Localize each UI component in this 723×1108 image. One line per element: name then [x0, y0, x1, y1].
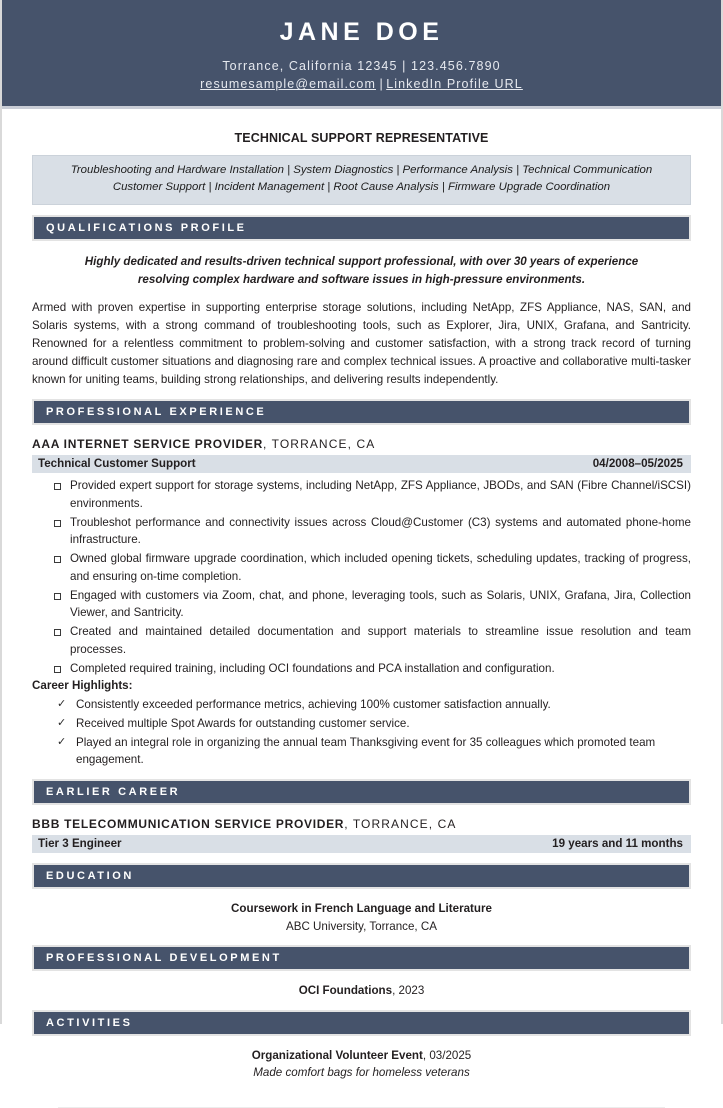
company-name: BBB TELECOMMUNICATION SERVICE PROVIDER	[32, 817, 345, 832]
role-duration: 19 years and 11 months	[552, 837, 683, 851]
experience-company	[32, 436, 691, 452]
list-item: Owned global firmware upgrade coordination, which included opening tickets, scheduling updates, tracking of progress, and ensuring on-time completion.	[32, 550, 691, 585]
candidate-name: JANE DOE	[279, 18, 444, 46]
resume-header	[2, 0, 721, 109]
education-entry	[32, 900, 691, 935]
activity-date: , 03/2025	[422, 1048, 472, 1062]
skills-line-1: Troubleshooting and Hardware Installation | System Diagnostics | Performance Analysis | Technical Communication	[70, 164, 653, 176]
list-item: Troubleshot performance and connectivity issues across Cloud@Customer (C3) systems and automated phone-home infrastructure.	[32, 514, 691, 549]
resume-body	[2, 131, 721, 1108]
list-item: Engaged with customers via Zoom, chat, and phone, leveraging tools, such as Solaris, UNIX, Grafana, Jira, Collection Viewer, and Santricity.	[32, 587, 691, 622]
company-location: , TORRANCE, CA	[263, 436, 376, 451]
list-item: Completed required training, including OCI foundations and PCA installation and configuration.	[32, 660, 691, 678]
section-header-professional-development: PROFESSIONAL DEVELOPMENT	[32, 945, 691, 971]
qualifications-lead: Highly dedicated and results-driven technical support professional, with over 30 years of experience resolving complex hardware and software issues in high-pressure environments.	[84, 254, 639, 286]
list-item: Provided expert support for storage systems, including NetApp, ZFS Appliance, JBODs, and SAN (Fibre Channel/iSCSI) environments.	[32, 477, 691, 512]
section-header-education: EDUCATION	[32, 863, 691, 889]
development-course-name: OCI Foundations	[298, 984, 393, 998]
contact-separator: |	[375, 77, 387, 92]
skills-line-2: Customer Support | Incident Management | Root Cause Analysis | Firmware Upgrade Coordination	[112, 181, 611, 194]
development-course-year: , 2023	[392, 984, 425, 998]
list-item: ✓ Consistently exceeded performance metrics, achieving 100% customer satisfaction annually.	[32, 696, 691, 714]
experience-bullet-list	[32, 477, 691, 677]
qualifications-body: Armed with proven expertise in supporting enterprise storage solutions, including NetApp, ZFS Appliance, NAS, SAN, and Solaris systems, with a strong command of troubleshooting tools, such as Explorer, Jira, UNIX, Grafana, and Santricity. Renowned for a relentless commitment to problem-solving and customer satisfaction, with a strong track record of turning around difficult customer situations and diagnosing rare and complex technical issues. A proactive and collaborative multi-tasker known for uniting teams, building strong relationships, and delivering results independently.	[32, 300, 691, 386]
section-header-qualifications: QUALIFICATIONS PROFILE	[32, 215, 691, 241]
role-title: Tier 3 Engineer	[38, 837, 122, 851]
list-item: Created and maintained detailed documentation and support materials to streamline issue resolution and team processes.	[32, 623, 691, 658]
education-school: ABC University, Torrance, CA	[286, 919, 437, 933]
section-header-experience: PROFESSIONAL EXPERIENCE	[32, 399, 691, 425]
role-title: Technical Customer Support	[38, 457, 196, 471]
professional-development-entry	[32, 982, 691, 999]
activity-detail: Made comfort bags for homeless veterans	[253, 1065, 470, 1079]
section-header-earlier-career: EARLIER CAREER	[32, 779, 691, 805]
core-skills-band	[32, 155, 691, 205]
activities-entry	[32, 1047, 691, 1082]
earlier-career-role-row	[32, 835, 691, 853]
earlier-career-company	[32, 816, 691, 832]
email-link[interactable]: resumesample@email.com	[200, 77, 376, 92]
linkedin-link[interactable]: LinkedIn Profile URL	[386, 77, 523, 92]
section-header-activities: ACTIVITIES	[32, 1010, 691, 1036]
contact-links	[42, 75, 681, 94]
activity-title-line	[32, 1047, 691, 1064]
activity-name: Organizational Volunteer Event	[251, 1048, 423, 1062]
experience-role-row	[32, 455, 691, 473]
career-highlights-list	[32, 696, 691, 769]
list-item: ✓ Played an integral role in organizing the annual team Thanksgiving event for 35 colleagues which promoted team engagement.	[32, 734, 691, 769]
company-name: AAA INTERNET SERVICE PROVIDER	[32, 436, 263, 451]
education-degree: Coursework in French Language and Literature	[231, 902, 492, 916]
career-highlights-label: Career Highlights:	[32, 679, 133, 693]
list-item: ✓ Received multiple Spot Awards for outstanding customer service.	[32, 715, 691, 733]
role-dates: 04/2008–05/2025	[592, 457, 683, 471]
target-job-title: TECHNICAL SUPPORT REPRESENTATIVE	[234, 131, 489, 145]
contact-location-phone: Torrance, California 12345 | 123.456.7890	[222, 58, 501, 73]
company-location: , TORRANCE, CA	[344, 817, 457, 832]
development-course-line	[32, 982, 691, 999]
